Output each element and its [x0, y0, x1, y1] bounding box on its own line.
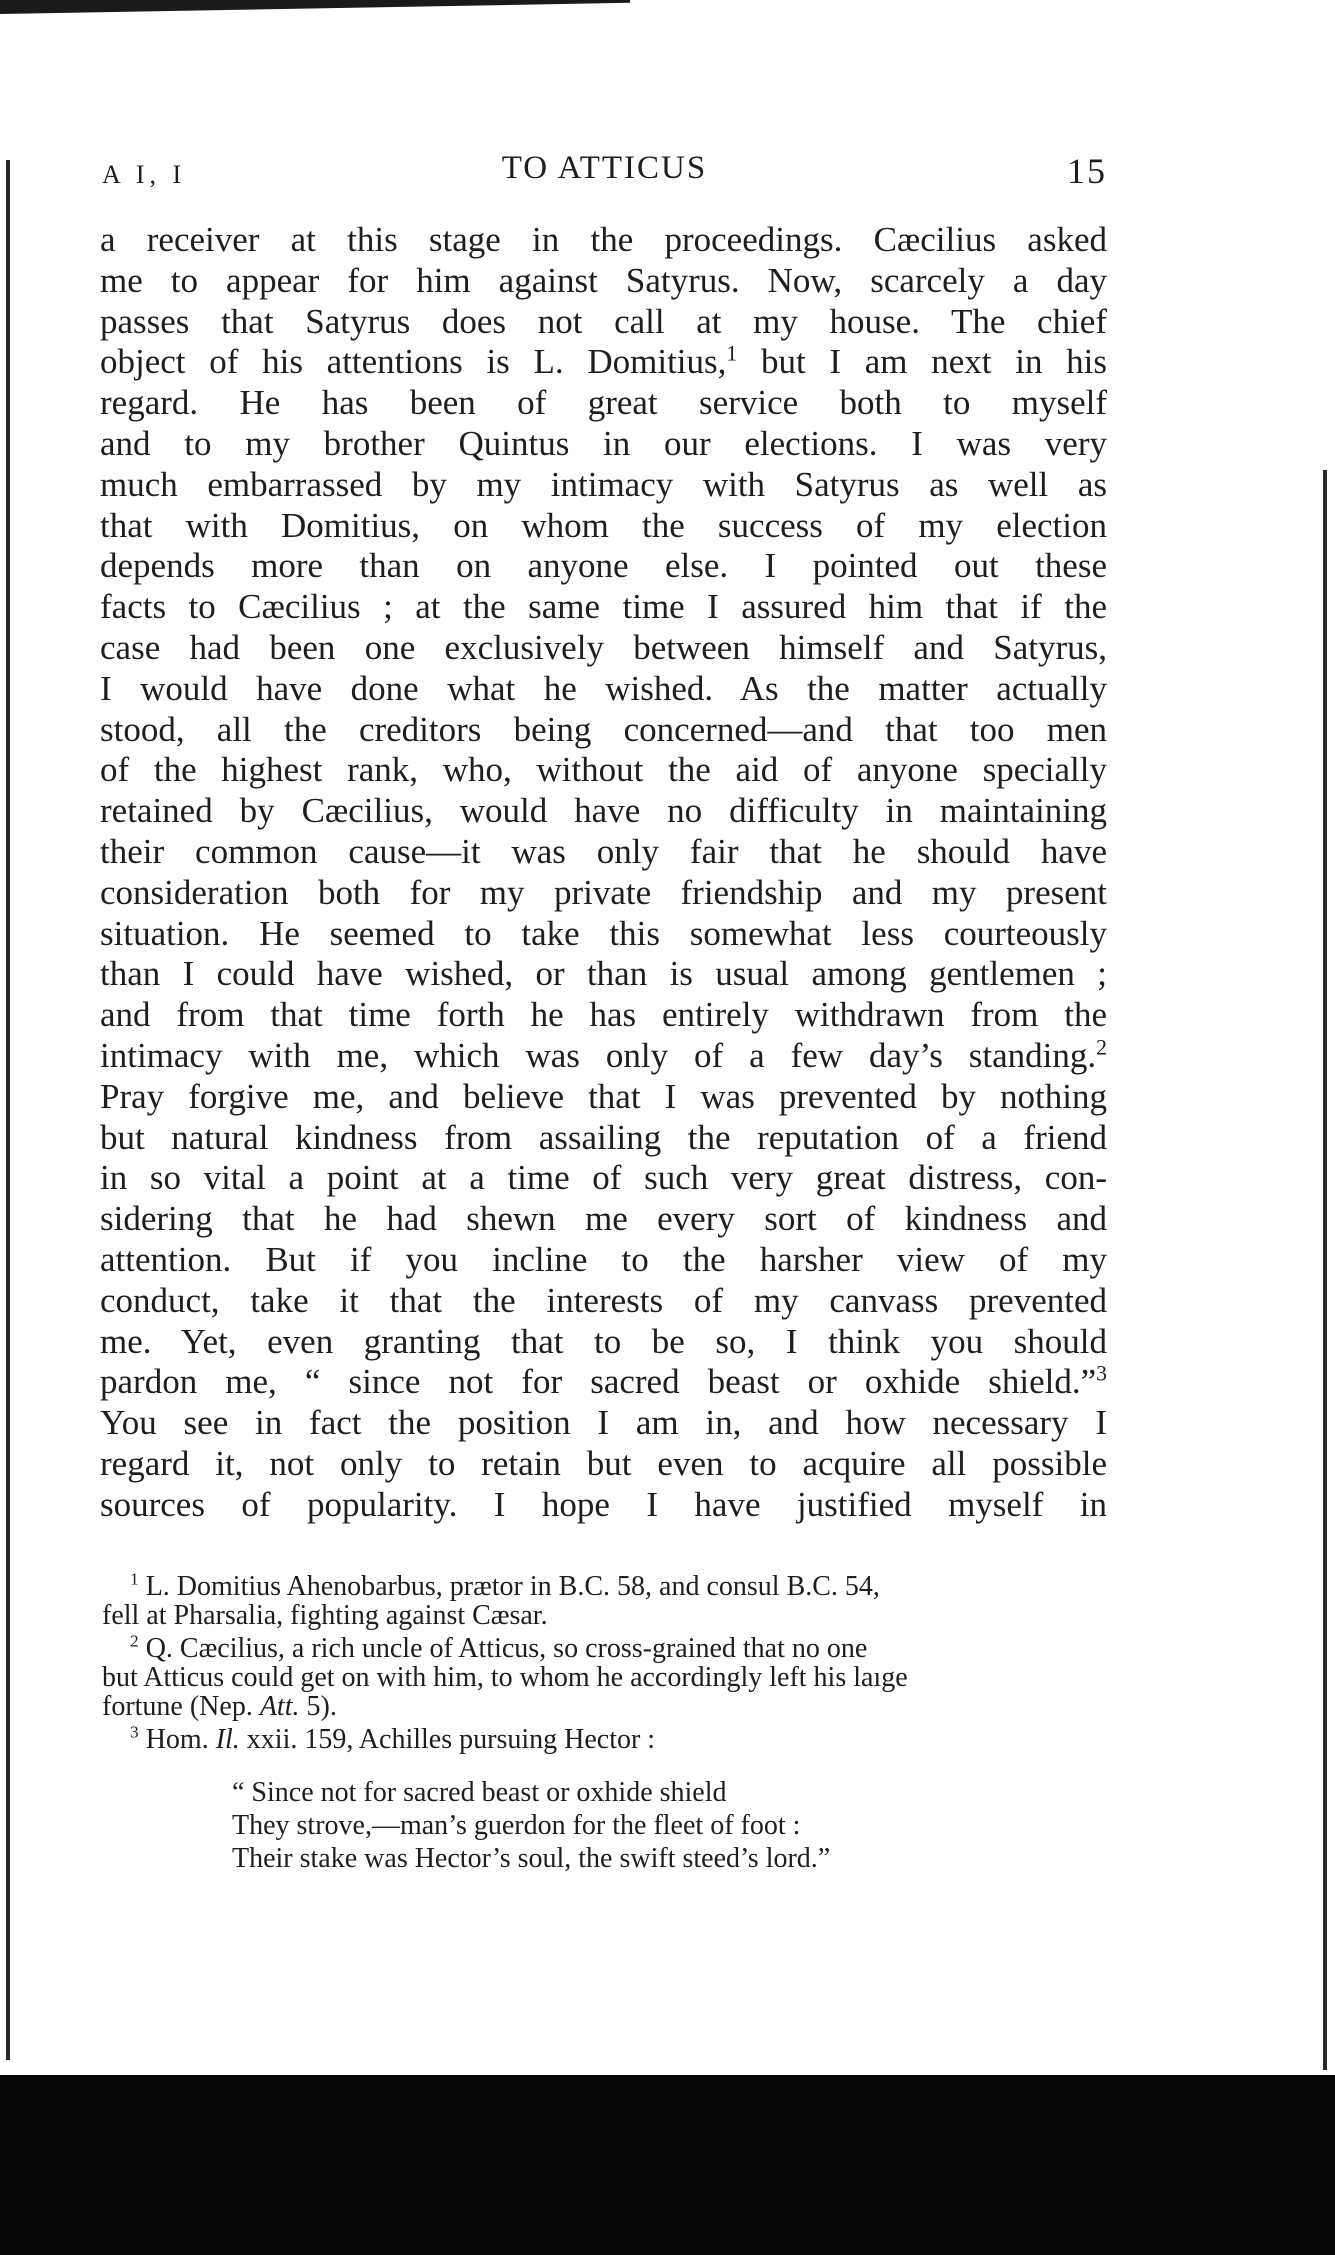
- section-reference: A I, I: [102, 160, 187, 189]
- footnote-line: [102, 1631, 1107, 1664]
- footnote-3: [102, 1722, 1107, 1755]
- body-line: me. Yet, even granting that to be so, I think you should: [100, 1321, 1107, 1361]
- footnote-number: 3: [130, 1722, 139, 1742]
- body-line: [100, 1362, 1107, 1403]
- body-line: their common cause—it was only fair that he should have: [100, 831, 1107, 871]
- body-line: regard it, not only to retain but even to acquire all possible: [100, 1443, 1107, 1483]
- body-line: and to my brother Quintus in our elections. I was very: [100, 423, 1107, 463]
- body-line: consideration both for my private friendship and my present: [100, 872, 1107, 912]
- verse-line: Their stake was Hector’s soul, the swift steed’s lord.”: [232, 1843, 831, 1874]
- verse-line: “ Since not for sacred beast or oxhide shield: [232, 1777, 727, 1808]
- body-line: me to appear for him against Satyrus. Now, scarcely a day: [100, 260, 1107, 300]
- footnote-text: but Atticus could get on with him, to whom he accordingly left his laıge: [102, 1662, 908, 1693]
- footnote-number: 1: [130, 1569, 139, 1589]
- footnote-number: 2: [130, 1631, 139, 1651]
- scan-edge-right: [1323, 470, 1327, 2070]
- body-line: situation. He seemed to take this somewhat less courteously: [100, 913, 1107, 953]
- footnote-text: fell at Pharsalia, fighting against Cæsar.: [102, 1600, 548, 1631]
- body-line: depends more than on anyone else. I pointed out these: [100, 546, 1107, 586]
- body-line: sources of popularity. I hope I have justified myself in: [100, 1484, 1107, 1524]
- scan-edge-top: [0, 0, 630, 14]
- footnotes: [102, 1569, 1107, 1875]
- work-abbreviation: Il.: [215, 1724, 240, 1755]
- footnote-marker: 2: [1096, 1035, 1107, 1060]
- page-number: 15: [1067, 151, 1107, 191]
- body-line-part: but I am next in his: [760, 342, 1108, 382]
- body-line: stood, all the creditors being concerned—and that too men: [100, 709, 1107, 749]
- body-line: sidering that he had shewn me every sort of kindness and: [100, 1199, 1107, 1239]
- body-line: I would have done what he wished. As the matter actually: [100, 668, 1107, 708]
- body-line: attention. But if you incline to the harsher view of my: [100, 1239, 1107, 1279]
- footnote-marker: 1: [726, 341, 738, 366]
- body-line: much embarrassed by my intimacy with Satyrus as well as: [100, 464, 1107, 504]
- body-line: than I could have wished, or than is usual among gentlemen ;: [100, 954, 1107, 994]
- footnote-text: 54,: [844, 1571, 880, 1602]
- scan-edge-left: [6, 160, 10, 2060]
- body-line-part: intimacy with me, which was only of a few day’s standing.: [100, 1035, 1097, 1075]
- body-line: [100, 342, 1107, 383]
- era-abbreviation: B.C.: [786, 1571, 838, 1602]
- body-line: case had been one exclusively between himself and Satyrus,: [100, 627, 1107, 667]
- body-line: passes that Satyrus does not call at my house. The chief: [100, 301, 1107, 341]
- running-header: [102, 150, 1107, 194]
- footnote-text: Hom.: [145, 1724, 209, 1755]
- footnote-text: L. Domitius Ahenobarbus, prætor in: [145, 1571, 552, 1602]
- verse-quotation: [102, 1776, 1107, 1875]
- page-title: TO ATTICUS: [501, 150, 708, 186]
- footnote-text: xxii. 159, Achilles pursuing Hector :: [246, 1724, 656, 1755]
- body-line: of the highest rank, who, without the aid of anyone specially: [100, 750, 1107, 790]
- footnote-line: [102, 1569, 1107, 1602]
- body-line: conduct, take it that the interests of my canvass prevented: [100, 1280, 1107, 1320]
- body-line: regard. He has been of great service both to myself: [100, 383, 1107, 423]
- body-line: retained by Cæcilius, would have no difficulty in maintaining: [100, 791, 1107, 831]
- body-line: facts to Cæcilius ; at the same time I assured him that if the: [100, 587, 1107, 627]
- work-abbreviation: Att.: [259, 1691, 300, 1722]
- body-text: [100, 220, 1107, 1526]
- body-line: a receiver at this stage in the proceedings. Cæcilius asked: [100, 220, 1107, 259]
- footnote-text: Q. Cæcilius, a rich uncle of Atticus, so cross-grained that no one: [145, 1633, 868, 1664]
- footnote-1: [102, 1569, 1107, 1631]
- body-line: and from that time forth he has entirely withdrawn from the: [100, 995, 1107, 1035]
- footnote-text: 58, and consul: [617, 1571, 780, 1602]
- footnote-text: 5).: [306, 1691, 337, 1722]
- footnote-line: [102, 1722, 1107, 1755]
- verse-line: They strove,—man’s guerdon for the fleet of foot :: [232, 1810, 801, 1841]
- body-line: that with Domitius, on whom the success of my election: [100, 505, 1107, 545]
- body-line: [100, 1036, 1107, 1077]
- footnote-marker: 3: [1096, 1361, 1107, 1386]
- scan-edge-bottom: [0, 2075, 1335, 2255]
- body-line: You see in fact the position I am in, and how necessary I: [100, 1403, 1107, 1443]
- body-line: in so vital a point at a time of such very great distress, con-: [100, 1158, 1107, 1198]
- era-abbreviation: B.C.: [558, 1571, 611, 1602]
- body-line-part: object of his attentions is L. Domitius,: [100, 342, 727, 382]
- body-line: Pray forgive me, and believe that I was prevented by nothing: [100, 1076, 1107, 1116]
- body-line-part: pardon me, “ since not for sacred beast or oxhide shield.”: [100, 1362, 1097, 1402]
- footnote-2: [102, 1631, 1107, 1722]
- body-line: but natural kindness from assailing the reputation of a friend: [100, 1117, 1107, 1157]
- footnote-text: fortune (Nep.: [102, 1691, 253, 1722]
